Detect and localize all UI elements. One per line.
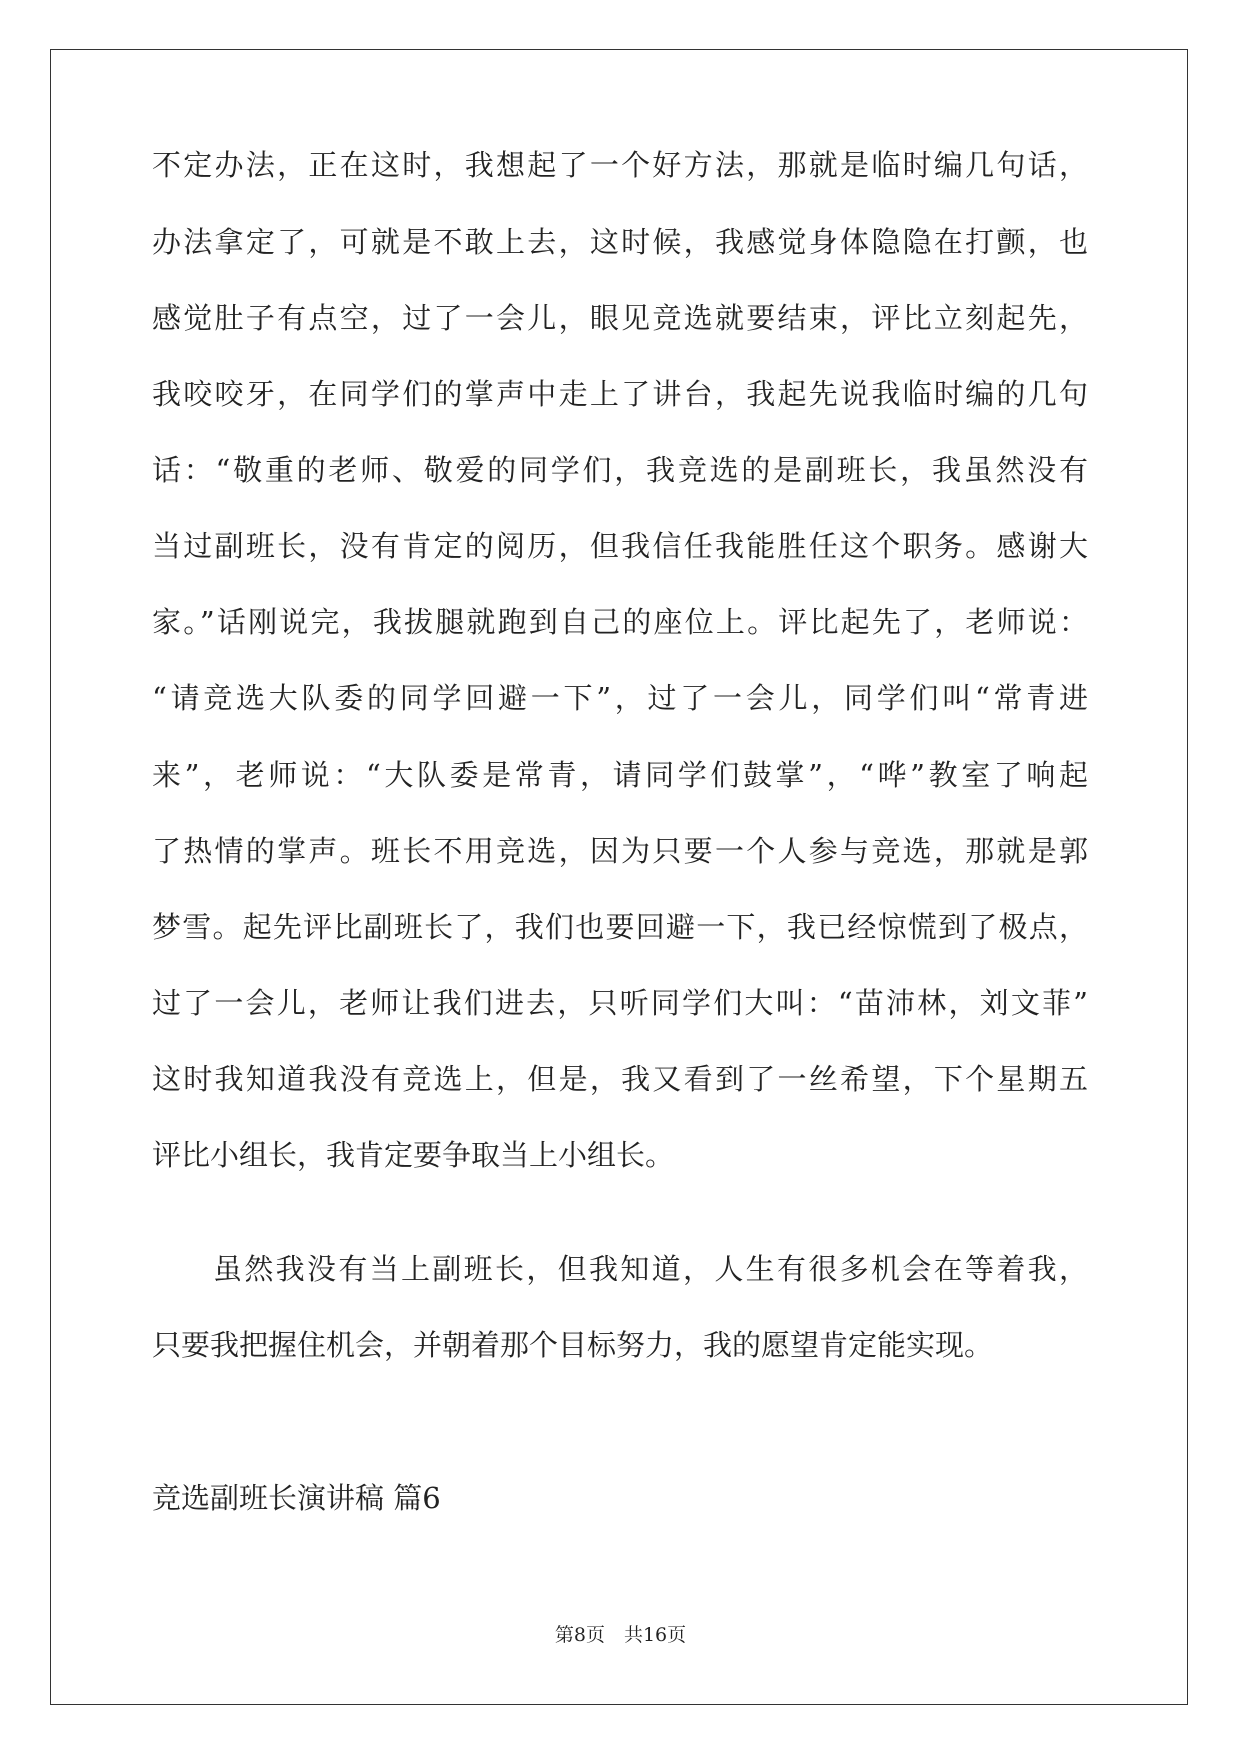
- body-line: 这时我知道我没有竞选上，但是，我又看到了一丝希望，下个星期五: [152, 1062, 1088, 1096]
- body-line: 评比小组长，我肯定要争取当上小组长。: [152, 1138, 675, 1172]
- paragraph-first-line: 虽然我没有当上副班长，但我知道，人生有很多机会在等着我，: [213, 1252, 1088, 1286]
- body-line: 不定办法，正在这时，我想起了一个好方法，那就是临时编几句话，: [152, 148, 1088, 182]
- section-heading: 竞选副班长演讲稿 篇6: [152, 1481, 441, 1515]
- body-line: 话：“敬重的老师、敬爱的同学们，我竞选的是副班长，我虽然没有: [152, 453, 1088, 487]
- body-line: 我咬咬牙，在同学们的掌声中走上了讲台，我起先说我临时编的几句: [152, 377, 1088, 411]
- page-footer: 第8页 共16页: [554, 1624, 687, 1646]
- body-line: 家。”话刚说完，我拔腿就跑到自己的座位上。评比起先了，老师说：: [152, 605, 1088, 639]
- body-line: 过了一会儿，老师让我们进去，只听同学们大叫：“苗沛林，刘文菲”: [152, 986, 1088, 1020]
- body-line: 了热情的掌声。班长不用竞选，因为只要一个人参与竞选，那就是郭: [152, 834, 1088, 868]
- body-line: 感觉肚子有点空，过了一会儿，眼见竞选就要结束，评比立刻起先，: [152, 301, 1088, 335]
- body-line: 办法拿定了，可就是不敢上去，这时候，我感觉身体隐隐在打颤，也: [152, 225, 1088, 259]
- body-line: 只要我把握住机会，并朝着那个目标努力，我的愿望肯定能实现。: [152, 1328, 994, 1362]
- body-line: 梦雪。起先评比副班长了，我们也要回避一下，我已经惊慌到了极点，: [152, 910, 1088, 944]
- body-line: 当过副班长，没有肯定的阅历，但我信任我能胜任这个职务。感谢大: [152, 529, 1088, 563]
- body-line: “请竞选大队委的同学回避一下”，过了一会儿，同学们叫“常青进: [152, 681, 1088, 715]
- body-line: 来”，老师说：“大队委是常青，请同学们鼓掌”，“哗”教室了响起: [152, 758, 1088, 792]
